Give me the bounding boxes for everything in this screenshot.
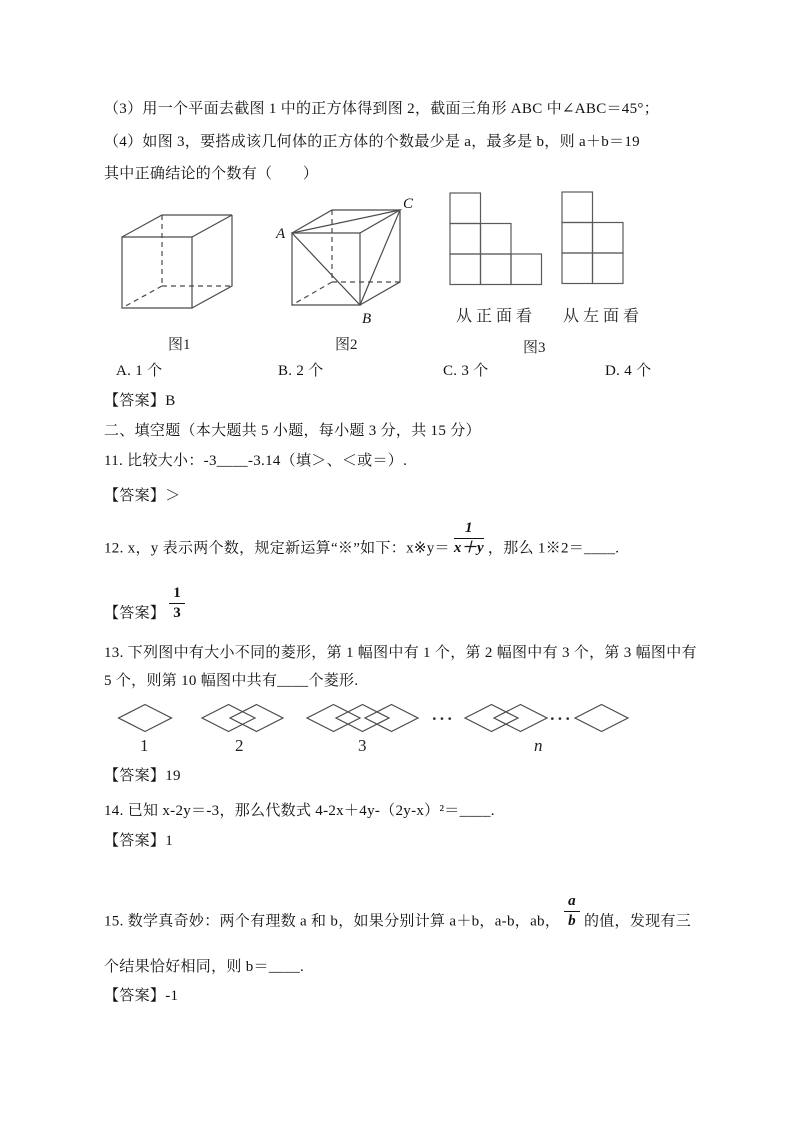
q12-fraction (454, 520, 484, 558)
option-a: A. 1 个 (116, 363, 163, 379)
q12-text-before: 12. x，y 表示两个数，规定新运算“※”如下：x※y＝ (104, 540, 450, 557)
option-c: C. 3 个 (443, 363, 489, 379)
question-10-stem: 其中正确结论的个数有（ ） (104, 166, 319, 182)
condition-4-text: （4）如图 3，要搭成该几何体的正方体的个数最少是 a，最多是 b，则 a＋b＝19 (104, 134, 640, 150)
q15-text-after: 的值，发现有三 (583, 913, 692, 930)
option-b: B. 2 个 (278, 363, 324, 379)
pattern-label-n: n (534, 736, 543, 755)
q15-fraction (564, 893, 580, 931)
q12-text-after: ，那么 1※2＝____. (487, 540, 620, 557)
answer-15: 【答案】-1 (104, 988, 179, 1004)
q15-fraction-numerator: a (564, 893, 580, 912)
q12-fraction-denominator: x＋y (453, 540, 484, 557)
question-14-text: 14. 已知 x-2y＝-3，那么代数式 4-2x＋4y-（2y-x）²＝____. (104, 803, 495, 819)
vertex-b-label: B (362, 311, 372, 327)
question-12-text (104, 520, 619, 558)
question-15-line1 (104, 893, 691, 931)
vertex-a-label: A (276, 226, 286, 242)
answer-12-numerator: 1 (169, 585, 185, 604)
question-11-text: 11. 比较大小：-3____-3.14（填＞、＜或＝）. (104, 453, 408, 469)
pattern-label-1: 1 (140, 736, 149, 755)
condition-3-text: （3）用一个平面去截图 1 中的正方体得到图 2，截面三角形 ABC 中∠ABC＝45°； (104, 101, 660, 117)
ellipsis-dots-2: ··· (549, 709, 573, 728)
ellipsis-dots-1: ··· (431, 709, 455, 728)
answer-14: 【答案】1 (104, 833, 174, 849)
q12-fraction-numerator: 1 (454, 520, 484, 539)
pattern-label-3: 3 (358, 736, 367, 755)
left-view-caption: 从左面看 (563, 308, 644, 325)
figure3-views (446, 188, 656, 290)
answer-12 (104, 585, 189, 623)
option-d: D. 4 个 (605, 363, 652, 379)
question-13-line2: 5 个，则第 10 幅图中共有____个菱形. (104, 673, 359, 689)
answer-12-label: 【答案】 (104, 605, 166, 622)
pattern-label-2: 2 (235, 736, 244, 755)
q15-text-before: 15. 数学真奇妙：两个有理数 a 和 b，如果分别计算 a＋b，a-b，ab， (104, 913, 561, 930)
section-title: 二、填空题（本大题共 5 小题，每小题 3 分，共 15 分） (104, 423, 481, 439)
answer-11: 【答案】＞ (104, 488, 181, 504)
question-13-line1: 13. 下列图中有大小不同的菱形，第 1 幅图中有 1 个，第 2 幅图中有 3 个，第 3 幅图中有 (104, 645, 697, 661)
answer-12-denominator: 3 (173, 605, 182, 622)
figure1-cube (115, 205, 240, 315)
figure2-caption: 图2 (335, 337, 358, 353)
question-15-line2: 个结果恰好相同，则 b＝____. (104, 959, 305, 975)
answer-10: 【答案】B (104, 393, 176, 409)
figure3-caption: 图3 (523, 340, 546, 356)
vertex-c-label: C (403, 196, 414, 212)
figure13-rhombus-pattern (112, 700, 642, 738)
front-view-caption: 从正面看 (456, 308, 537, 325)
figure2-cube-triangle (270, 196, 420, 331)
answer-12-fraction (169, 585, 185, 623)
figure1-caption: 图1 (168, 337, 191, 353)
q15-fraction-denominator: b (568, 913, 576, 930)
answer-13: 【答案】19 (104, 768, 181, 784)
